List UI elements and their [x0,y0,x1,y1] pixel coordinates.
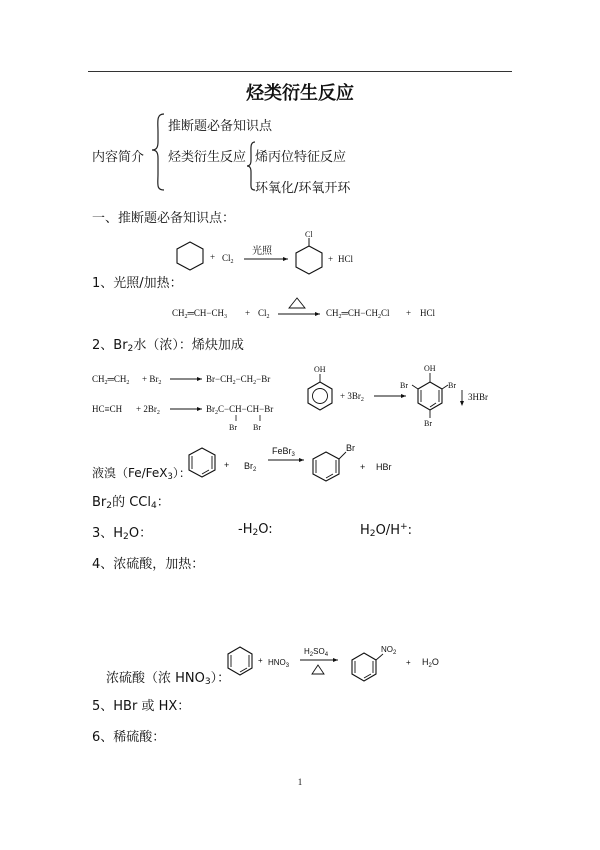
svg-text:+ 3Br2: + $3Br_2$ [340,391,364,403]
svg-text:Br: Br [448,381,456,390]
svg-text:H2SO4: $H_2SO_4$ [304,647,329,658]
svg-text:Br: Br [400,381,408,390]
svg-text:NO2: $NO_2$ [381,645,397,656]
benzene-ring [308,382,332,410]
overview-sub-2: 环氧化/环氧开环 [255,181,351,196]
svg-text:+: + [328,254,334,264]
svg-text:+ Br2: + $Br_2$ [142,374,162,386]
svg-text:Cl2: $Cl_2$ [222,253,234,265]
liquid-bromine-label: 液溴（Fe/FeX$_3$）： [92,466,191,481]
cyclohexane-ring [177,242,203,270]
svg-text:+: + [360,462,366,472]
minus-water-label: $-H_2O$: [238,522,273,538]
overview-item-1: 推断题必备知识点 [168,119,273,134]
benzene-ring [352,653,376,681]
svg-text:Br2: $Br_2$ [244,461,257,473]
curly-brace-icon [150,112,170,192]
svg-text:+ 2Br2: + $2Br_2$ [136,404,160,416]
svg-text:Br: Br [253,423,261,432]
reaction-2 [170,296,450,326]
overview-item-2: 烃类衍生反应 [168,150,247,165]
svg-text:H2O: $H_2O$ [422,657,439,669]
svg-text:HC≡CH: HC≡CH [92,404,123,414]
svg-text:Br: Br [229,423,237,432]
nitration-label: 浓硫酸（浓 $HNO_3$）： [106,671,231,687]
reaction-3-4 [92,368,302,438]
item-3-label: 3、$H_2O$： [92,526,153,542]
svg-text:CH2═CH−CH2Cl: $CH_2═CH-CH_2Cl$ [326,308,390,320]
item-5-label: 5、HBr 或 HX： [92,699,191,714]
benzene-ring [418,382,442,410]
svg-text:FeBr3: FeBr$_3$ [272,446,295,458]
overview-label: 内容简介 [92,150,145,165]
benzene-ring [228,647,252,675]
heat-triangle-icon [289,298,305,308]
reaction-1 [170,232,360,288]
svg-text:Br: Br [424,419,432,428]
benzene-ring [313,452,339,481]
svg-text:3HBr: 3HBr [468,392,488,402]
svg-text:+: + [258,656,263,665]
svg-text:CH2═CH2: $CH_2═CH_2$ [92,374,130,386]
svg-text:Br−CH2−CH2−Br: $Br-CH_2-CH_2-Br$ [206,374,271,386]
water-acid-label: $H_2O/H^+$: [360,522,412,539]
svg-text:HNO3: $HNO_3$ [268,658,290,669]
svg-text:Cl: Cl [305,230,313,239]
svg-text:HCl: HCl [420,308,436,318]
br2-ccl4-label: $Br_2$的 CCl$_4$： [92,495,170,511]
svg-text:HCl: HCl [338,254,354,264]
svg-text:Cl2: $Cl_2$ [258,308,270,320]
svg-text:+: + [224,460,230,470]
item-6-label: 6、稀硫酸： [92,730,166,745]
item-2-label: 2、$Br_2$水（浓）：烯炔加成 [92,338,244,354]
benzene-ring [189,448,215,477]
svg-text:+: + [245,308,251,318]
item-1-label: 1、光照/加热： [92,276,183,291]
svg-text:OH: OH [314,365,326,374]
item-4-label: 4、浓硫酸，加热： [92,557,205,572]
svg-text:Br2C−CH−CH−Br: $Br_2C-CH-CH-Br$ [206,404,274,416]
page-number: 1 [297,777,303,787]
heat-triangle-icon [312,665,324,674]
reaction-7 [226,643,456,685]
section1-heading: 一、推断题必备知识点： [92,211,236,226]
svg-text:HBr: HBr [376,462,392,472]
svg-text:Br: Br [346,443,355,453]
cyclohexane-ring [296,246,322,274]
svg-text:+: + [210,252,216,262]
svg-text:+: + [406,658,411,667]
reaction-6 [186,442,416,490]
overview-sub-1: 烯丙位特征反应 [255,150,347,165]
svg-text:+: + [406,308,412,318]
svg-text:OH: OH [424,364,436,373]
condition-label: 光照 [252,246,272,257]
svg-text:CH2═CH−CH3: $CH_2═CH-CH_3$ [172,308,227,320]
page-title: 烃类衍生反应 [246,83,354,104]
reaction-5 [300,362,500,432]
header-rule [88,71,512,72]
